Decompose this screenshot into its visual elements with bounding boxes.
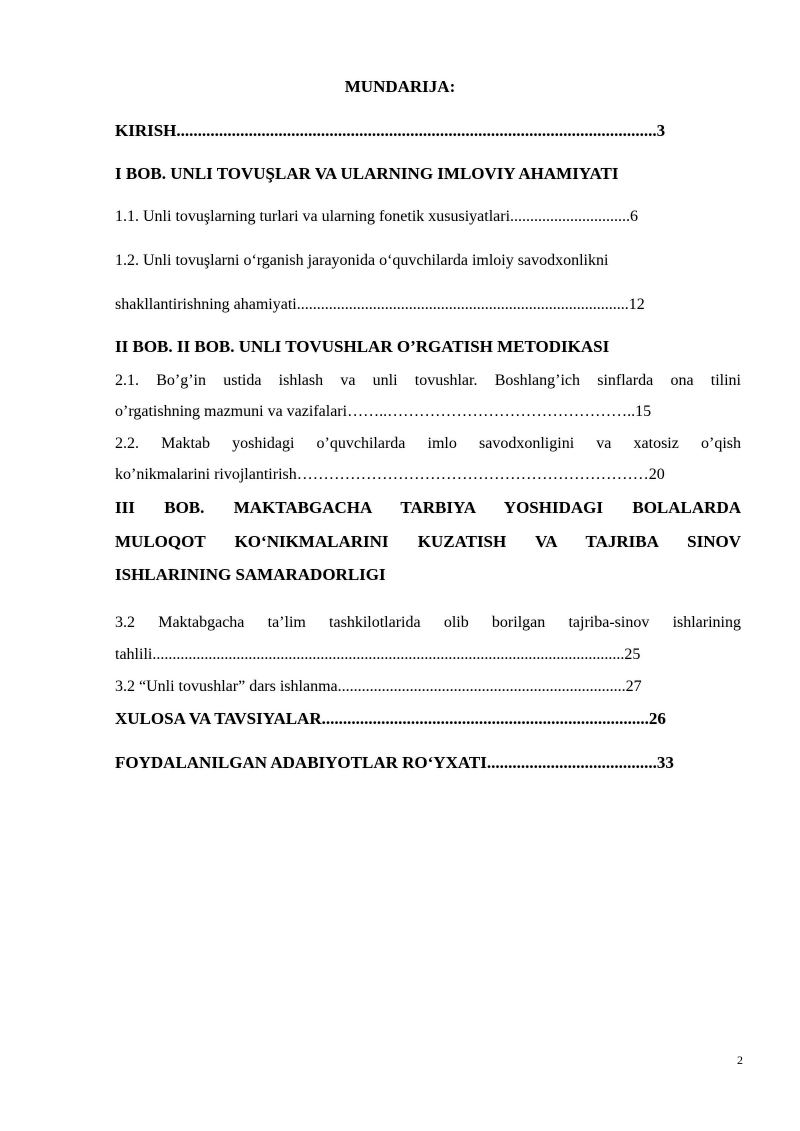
toc-entry-kirish: KIRISH.................................................................................................................3 bbox=[115, 121, 666, 140]
toc-entry-2-2-line2: ko’nikmalarini rivojlantirish…………………………………………………………20 bbox=[115, 466, 665, 483]
toc-entry-2-2-line1: 2.2. Maktab yoshidagi o’quvchilarda imlo savodxonligini va xatosiz o’qish bbox=[115, 435, 741, 452]
toc-title: MUNDARIJA: bbox=[344, 77, 456, 96]
toc-entry-adabiyotlar: FOYDALANILGAN ADABIYOTLAR RO‘YXATI........................................33 bbox=[115, 753, 674, 772]
toc-chapter-1-heading: I BOB. UNLI TOVUŞLAR VA ULARNING IMLOVIY AHAMIYATI bbox=[115, 164, 619, 183]
toc-chapter-3-heading-line2: MULOQOT KO‘NIKMALARINI KUZATISH VA TAJRIBA SINOV bbox=[115, 532, 741, 551]
toc-entry-3-2-dars: 3.2 “Unli tovushlar” dars ishlanma........................................................................27 bbox=[115, 678, 642, 695]
toc-entry-3-2-line2: tahlili......................................................................................................................25 bbox=[115, 646, 641, 663]
toc-chapter-2-heading: II BOB. II BOB. UNLI TOVUSHLAR O’RGATISH METODIKASI bbox=[115, 337, 610, 356]
toc-entry-1-2-line1: 1.2. Unli tovuşlarni o‘rganish jarayonida o‘quvchilarda imloiy savodxonlikni bbox=[115, 252, 609, 269]
toc-entry-1-2-line2: shakllantirishning ahamiyati...................................................................................12 bbox=[115, 296, 645, 313]
toc-entry-2-1-line1: 2.1. Bo’g’in ustida ishlash va unli tovushlar. Boshlang’ich sinflarda ona tilini bbox=[115, 372, 741, 389]
toc-chapter-3-heading-line3: ISHLARINING SAMARADORLIGI bbox=[115, 565, 386, 584]
toc-entry-1-1: 1.1. Unli tovuşlarning turlari va ularning fonetik xususiyatlari..............................6 bbox=[115, 208, 639, 225]
toc-entry-xulosa: XULOSA VA TAVSIYALAR.............................................................................26 bbox=[115, 709, 666, 728]
toc-entry-2-1-line2: o’rgatishning mazmuni va vazifalari……..………………………………………..15 bbox=[115, 403, 652, 420]
page-number: 2 bbox=[737, 1053, 743, 1067]
toc-chapter-3-heading-line1: III BOB. MAKTABGACHA TARBIYA YOSHIDAGI BOLALARDA bbox=[115, 498, 741, 517]
toc-entry-3-2-line1: 3.2 Maktabgacha ta’lim tashkilotlarida olib borilgan tajriba-sinov ishlarining bbox=[115, 614, 741, 631]
